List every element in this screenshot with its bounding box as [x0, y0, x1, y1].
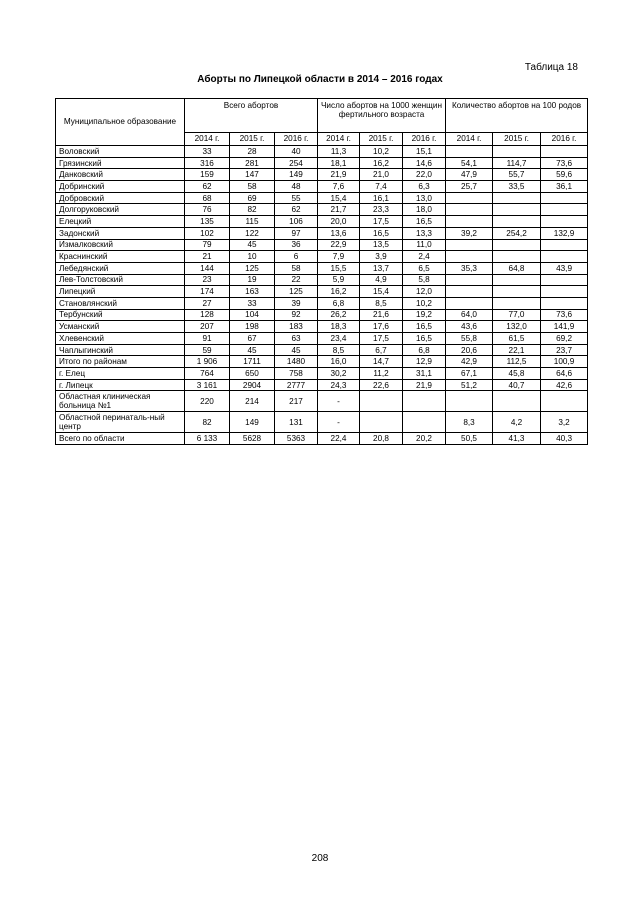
table-cell: 21,9 [403, 379, 446, 391]
header-region: Муниципальное образование [56, 99, 185, 146]
year-header: 2015 г. [493, 133, 541, 146]
region-name: г. Липецк [56, 379, 185, 391]
region-name: Лев-Толстовский [56, 274, 185, 286]
table-cell: 5628 [230, 433, 275, 445]
table-cell: 2777 [275, 379, 318, 391]
table-row [56, 227, 588, 239]
table-cell [446, 192, 493, 204]
table-cell [493, 239, 541, 251]
table-cell: 18,1 [318, 157, 360, 169]
table-cell: 58 [230, 181, 275, 193]
table-cell [541, 297, 588, 309]
table-cell: 40,7 [493, 379, 541, 391]
table-cell: 13,0 [403, 192, 446, 204]
table-cell: 40,3 [541, 433, 588, 445]
table-cell: 14,7 [360, 356, 403, 368]
table-cell: 220 [185, 391, 230, 412]
table-cell: 650 [230, 368, 275, 380]
page-title: Аборты по Липецкой области в 2014 – 2016 годах [197, 74, 443, 85]
table-cell: 26,2 [318, 309, 360, 321]
table-cell: 82 [185, 412, 230, 433]
table-cell: 5,9 [318, 274, 360, 286]
table-cell: 61,5 [493, 333, 541, 345]
table-cell: 20,0 [318, 216, 360, 228]
table-cell: 4,2 [493, 412, 541, 433]
table-cell: 45 [275, 344, 318, 356]
table-cell: 16,5 [403, 321, 446, 333]
region-name: Краснинский [56, 251, 185, 263]
table-cell: 48 [275, 181, 318, 193]
table-cell: 22,1 [493, 344, 541, 356]
table-cell: 67 [230, 333, 275, 345]
table-cell: 77,0 [493, 309, 541, 321]
table-cell: 68 [185, 192, 230, 204]
table-cell: 17,5 [360, 333, 403, 345]
table-row [56, 344, 588, 356]
region-name: Елецкий [56, 216, 185, 228]
table-cell: 22,9 [318, 239, 360, 251]
table-row [56, 286, 588, 298]
table-cell: 25,7 [446, 181, 493, 193]
table-cell: 67,1 [446, 368, 493, 380]
region-name: Чаплыгинский [56, 344, 185, 356]
table-cell: 33 [185, 146, 230, 158]
region-name: Задонский [56, 227, 185, 239]
table-row [56, 321, 588, 333]
table-cell: 6,8 [318, 297, 360, 309]
table-cell: 141,9 [541, 321, 588, 333]
year-header: 2016 г. [403, 133, 446, 146]
table-row [56, 204, 588, 216]
table-cell [360, 412, 403, 433]
table-cell: 12,0 [403, 286, 446, 298]
table-cell: 159 [185, 169, 230, 181]
header-per100: Количество абортов на 100 родов [446, 99, 588, 133]
table-cell: 3 161 [185, 379, 230, 391]
table-cell: 45 [230, 344, 275, 356]
table-cell: 5363 [275, 433, 318, 445]
table-row [56, 157, 588, 169]
table-cell: 198 [230, 321, 275, 333]
table-cell: 149 [275, 169, 318, 181]
table-cell: 40 [275, 146, 318, 158]
table-cell: 97 [275, 227, 318, 239]
region-name: Итого по районам [56, 356, 185, 368]
table-cell: 23,4 [318, 333, 360, 345]
region-name: Становлянский [56, 297, 185, 309]
table-cell: 207 [185, 321, 230, 333]
table-cell: 4,9 [360, 274, 403, 286]
table-row [56, 192, 588, 204]
table-cell: 149 [230, 412, 275, 433]
table-cell: 6 [275, 251, 318, 263]
table-cell: 6,3 [403, 181, 446, 193]
year-header: 2014 г. [446, 133, 493, 146]
table-cell: 54,1 [446, 157, 493, 169]
table-cell: - [318, 391, 360, 412]
table-cell [493, 286, 541, 298]
table-cell: 23,3 [360, 204, 403, 216]
table-cell: 135 [185, 216, 230, 228]
table-cell: 764 [185, 368, 230, 380]
table-cell: 79 [185, 239, 230, 251]
table-cell: 125 [275, 286, 318, 298]
table-cell [493, 204, 541, 216]
table-cell: 6 133 [185, 433, 230, 445]
table-cell: 20,8 [360, 433, 403, 445]
table-cell: 50,5 [446, 433, 493, 445]
table-cell [493, 216, 541, 228]
table-cell [493, 274, 541, 286]
table-row [56, 309, 588, 321]
table-row [56, 368, 588, 380]
table-cell: 10,2 [403, 297, 446, 309]
table-cell: 8,5 [360, 297, 403, 309]
table-cell: 112,5 [493, 356, 541, 368]
table-cell: 8,3 [446, 412, 493, 433]
table-cell: 214 [230, 391, 275, 412]
table-cell: 14,6 [403, 157, 446, 169]
table-cell: 281 [230, 157, 275, 169]
table-row [56, 274, 588, 286]
year-header: 2015 г. [230, 133, 275, 146]
table-cell [541, 286, 588, 298]
year-header: 2016 г. [541, 133, 588, 146]
table-cell: 1711 [230, 356, 275, 368]
table-cell: 6,5 [403, 262, 446, 274]
table-cell: 62 [185, 181, 230, 193]
table-cell: 39,2 [446, 227, 493, 239]
region-name: Добринский [56, 181, 185, 193]
table-cell: 147 [230, 169, 275, 181]
table-cell: 10,2 [360, 146, 403, 158]
header-per1000: Число абортов на 1000 женщин фертильного возраста [318, 99, 446, 133]
table-cell: 16,0 [318, 356, 360, 368]
table-cell [446, 239, 493, 251]
table-cell: 22,4 [318, 433, 360, 445]
table-cell: 45 [230, 239, 275, 251]
table-row [56, 239, 588, 251]
table-cell: 11,0 [403, 239, 446, 251]
table-cell [541, 251, 588, 263]
table-cell: 76 [185, 204, 230, 216]
table-cell: 15,1 [403, 146, 446, 158]
table-cell: 45,8 [493, 368, 541, 380]
table-cell: 16,5 [360, 227, 403, 239]
table-label: Таблица 18 [524, 62, 578, 73]
table-cell: 6,7 [360, 344, 403, 356]
table-cell: 92 [275, 309, 318, 321]
year-header: 2014 г. [318, 133, 360, 146]
table-cell [541, 274, 588, 286]
table-row [56, 333, 588, 345]
table-cell: 8,5 [318, 344, 360, 356]
table-cell: 15,4 [318, 192, 360, 204]
table-row [56, 433, 588, 445]
table-cell [541, 192, 588, 204]
table-cell: 15,4 [360, 286, 403, 298]
table-cell: 13,5 [360, 239, 403, 251]
table-cell: 64,8 [493, 262, 541, 274]
table-cell: 22 [275, 274, 318, 286]
table-cell: 51,2 [446, 379, 493, 391]
table-cell: 20,6 [446, 344, 493, 356]
table-cell: 22,6 [360, 379, 403, 391]
table-cell: 2,4 [403, 251, 446, 263]
year-header: 2015 г. [360, 133, 403, 146]
table-cell [446, 391, 493, 412]
table-cell: 254 [275, 157, 318, 169]
table-cell: 13,3 [403, 227, 446, 239]
table-cell: 41,3 [493, 433, 541, 445]
region-name: Данковский [56, 169, 185, 181]
table-cell: 217 [275, 391, 318, 412]
region-name: Долгоруковский [56, 204, 185, 216]
table-cell: 163 [230, 286, 275, 298]
table-cell: 11,3 [318, 146, 360, 158]
table-cell: 144 [185, 262, 230, 274]
header-total: Всего абортов [185, 99, 318, 133]
table-cell: 16,2 [318, 286, 360, 298]
table-cell: 21 [185, 251, 230, 263]
table-cell [541, 204, 588, 216]
table-cell: 73,6 [541, 309, 588, 321]
table-cell: 69 [230, 192, 275, 204]
table-cell: 17,5 [360, 216, 403, 228]
table-cell: 43,6 [446, 321, 493, 333]
table-cell: 12,9 [403, 356, 446, 368]
table-cell: 131 [275, 412, 318, 433]
table-cell: 55,7 [493, 169, 541, 181]
table-cell: 128 [185, 309, 230, 321]
table-row [56, 169, 588, 181]
table-cell [493, 297, 541, 309]
region-name: Измалковский [56, 239, 185, 251]
table-cell: - [318, 412, 360, 433]
abortion-stats-table [55, 98, 588, 445]
region-name: г. Елец [56, 368, 185, 380]
table-cell: 22,0 [403, 169, 446, 181]
region-name: Областная клиническая больница №1 [56, 391, 185, 412]
table-cell: 33 [230, 297, 275, 309]
table-cell: 30,2 [318, 368, 360, 380]
table-row [56, 297, 588, 309]
table-cell: 114,7 [493, 157, 541, 169]
page-number: 208 [311, 853, 329, 864]
table-cell: 1480 [275, 356, 318, 368]
table-cell: 58 [275, 262, 318, 274]
region-name: Областной перинаталь-ный центр [56, 412, 185, 433]
table-cell: 19 [230, 274, 275, 286]
table-cell [360, 391, 403, 412]
table-cell: 106 [275, 216, 318, 228]
table-cell: 42,6 [541, 379, 588, 391]
table-cell: 35,3 [446, 262, 493, 274]
table-body [56, 146, 588, 445]
table-cell: 23 [185, 274, 230, 286]
table-cell: 16,5 [403, 216, 446, 228]
table-cell: 13,7 [360, 262, 403, 274]
table-row [56, 356, 588, 368]
table-cell: 3,9 [360, 251, 403, 263]
table-cell: 73,6 [541, 157, 588, 169]
table-cell: 39 [275, 297, 318, 309]
table-cell: 254,2 [493, 227, 541, 239]
table-cell [446, 216, 493, 228]
table-cell: 16,1 [360, 192, 403, 204]
table-row [56, 216, 588, 228]
table-cell: 63 [275, 333, 318, 345]
table-cell: 21,6 [360, 309, 403, 321]
table-cell: 10 [230, 251, 275, 263]
table-row [56, 262, 588, 274]
table-cell: 28 [230, 146, 275, 158]
table-cell: 2904 [230, 379, 275, 391]
table-cell [541, 216, 588, 228]
table-cell: 7,6 [318, 181, 360, 193]
table-cell: 43,9 [541, 262, 588, 274]
table-cell: 91 [185, 333, 230, 345]
table-cell: 21,7 [318, 204, 360, 216]
table-cell [541, 146, 588, 158]
table-cell [493, 391, 541, 412]
table-cell: 33,5 [493, 181, 541, 193]
table-cell: 7,9 [318, 251, 360, 263]
table-cell: 6,8 [403, 344, 446, 356]
table-row [56, 251, 588, 263]
table-cell: 183 [275, 321, 318, 333]
table-cell: 15,5 [318, 262, 360, 274]
region-name: Грязинский [56, 157, 185, 169]
region-name: Лебедянский [56, 262, 185, 274]
table-cell: 55 [275, 192, 318, 204]
table-cell: 102 [185, 227, 230, 239]
table-cell: 47,9 [446, 169, 493, 181]
table-cell: 104 [230, 309, 275, 321]
table-cell: 11,2 [360, 368, 403, 380]
region-name: Воловский [56, 146, 185, 158]
table-cell: 174 [185, 286, 230, 298]
region-name: Хлевенский [56, 333, 185, 345]
table-cell [541, 239, 588, 251]
table-cell: 1 906 [185, 356, 230, 368]
table-cell: 125 [230, 262, 275, 274]
table-cell: 82 [230, 204, 275, 216]
region-name: Всего по области [56, 433, 185, 445]
table-cell: 59,6 [541, 169, 588, 181]
table-cell: 18,0 [403, 204, 446, 216]
table-cell: 20,2 [403, 433, 446, 445]
table-cell: 17,6 [360, 321, 403, 333]
table-row [56, 146, 588, 158]
table-cell [446, 297, 493, 309]
table-cell: 69,2 [541, 333, 588, 345]
table-cell: 7,4 [360, 181, 403, 193]
table-cell: 115 [230, 216, 275, 228]
table-cell: 36 [275, 239, 318, 251]
table-cell: 132,0 [493, 321, 541, 333]
table-cell [541, 391, 588, 412]
table-cell: 19,2 [403, 309, 446, 321]
table-cell [446, 286, 493, 298]
table-cell: 31,1 [403, 368, 446, 380]
table-cell [403, 412, 446, 433]
region-name: Тербунский [56, 309, 185, 321]
table-cell [446, 204, 493, 216]
year-header: 2014 г. [185, 133, 230, 146]
table-cell: 132,9 [541, 227, 588, 239]
table-cell: 16,5 [403, 333, 446, 345]
table-cell [446, 251, 493, 263]
table-cell: 64,0 [446, 309, 493, 321]
table-row [56, 412, 588, 433]
table-cell: 36,1 [541, 181, 588, 193]
region-name: Усманский [56, 321, 185, 333]
table-cell: 3,2 [541, 412, 588, 433]
table-cell: 27 [185, 297, 230, 309]
region-name: Липецкий [56, 286, 185, 298]
table-cell: 55,8 [446, 333, 493, 345]
table-cell: 23,7 [541, 344, 588, 356]
table-cell [493, 192, 541, 204]
table-cell: 42,9 [446, 356, 493, 368]
year-header: 2016 г. [275, 133, 318, 146]
table-cell: 21,9 [318, 169, 360, 181]
table-cell: 18,3 [318, 321, 360, 333]
table-cell [403, 391, 446, 412]
table-cell: 758 [275, 368, 318, 380]
table-row [56, 181, 588, 193]
table-cell: 16,2 [360, 157, 403, 169]
region-name: Добровский [56, 192, 185, 204]
table-row [56, 379, 588, 391]
table-cell: 24,3 [318, 379, 360, 391]
table-cell: 21,0 [360, 169, 403, 181]
table-cell: 122 [230, 227, 275, 239]
table-cell [493, 251, 541, 263]
table-cell: 13,6 [318, 227, 360, 239]
table-cell [446, 274, 493, 286]
table-cell [446, 146, 493, 158]
table-cell: 316 [185, 157, 230, 169]
table-cell [493, 146, 541, 158]
table-cell: 64,6 [541, 368, 588, 380]
table-cell: 59 [185, 344, 230, 356]
table-cell: 100,9 [541, 356, 588, 368]
table-cell: 5,8 [403, 274, 446, 286]
table-cell: 62 [275, 204, 318, 216]
table-row [56, 391, 588, 412]
